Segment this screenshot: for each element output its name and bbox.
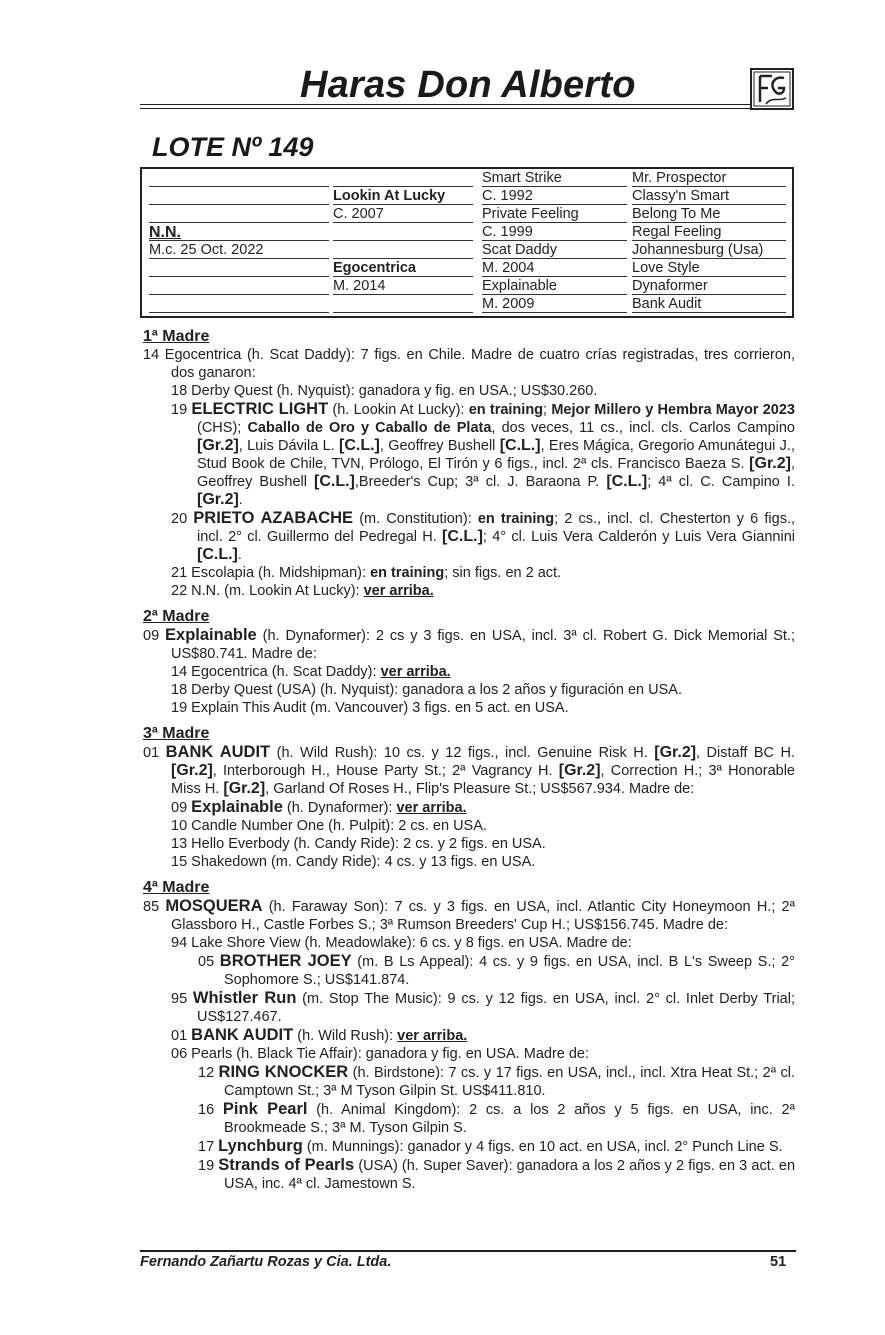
entry-text: (m. B Ls Appeal): 4 cs. y 9 figs. en USA, incl. B L's Sweep S.; 2° Sophomore S.; US$141.874. xyxy=(224,954,795,988)
grade-badge: [C.L.] xyxy=(314,473,355,490)
entry-text: 19 xyxy=(198,1158,219,1174)
horse-name: MOSQUERA xyxy=(165,897,263,915)
page-number: 51 xyxy=(770,1254,787,1270)
haras-logo-icon xyxy=(750,68,794,110)
pedigree-table xyxy=(140,167,794,318)
entry-text: (h. Animal Kingdom): 2 cs. a los 2 años y 5 figs. en USA, inc. 2ª Brookmeade S.; 3ª M. Tyson Gilpin S. xyxy=(224,1102,795,1136)
entry-text: (h. Dynaformer): xyxy=(282,800,397,816)
ped-line xyxy=(333,294,473,295)
entry-bold: en training xyxy=(370,565,445,581)
grand-offspring-entry xyxy=(143,1100,795,1137)
lot-title: LOTE Nº 149 xyxy=(152,132,314,162)
offspring-entry xyxy=(143,663,795,681)
entry-text: , Geoffrey Bushell xyxy=(197,456,795,490)
entry-text: 19 xyxy=(171,402,192,418)
section-heading: 1ª Madre xyxy=(143,328,210,345)
entry-text: ; 2 cs., incl. cl. Chesterton y 6 figs., incl. 2° cl. Guillermo del Pedregal H. xyxy=(197,511,795,545)
grade-badge: [Gr.2] xyxy=(171,762,213,779)
entry-text: 95 xyxy=(171,991,193,1007)
ped-line xyxy=(482,240,627,241)
family-content xyxy=(143,328,795,1193)
offspring-entry xyxy=(143,400,795,509)
great-grandparent: Johannesburg (Usa) xyxy=(632,242,764,258)
entry-text: 10 Candle Number One (h. Pulpit): 2 cs. en USA. xyxy=(171,818,487,834)
offspring-entry xyxy=(143,798,795,817)
section-heading: 3ª Madre xyxy=(143,725,210,742)
see-above-link[interactable]: ver arriba. xyxy=(363,583,434,599)
entry-text: (CHS); xyxy=(197,420,248,436)
header-rule-top xyxy=(140,104,750,105)
ped-line xyxy=(333,258,473,259)
offspring-entry xyxy=(143,1026,795,1045)
entry-text: (h. Birdstone): 7 cs. y 17 figs. en USA, incl., incl. Xtra Heat St.; 2ª cl. Camptown St.; 3ª M Tyson Gilpin St. US$411.810. xyxy=(224,1065,795,1099)
grade-badge: [C.L.] xyxy=(442,528,483,545)
footer-rule xyxy=(140,1250,796,1252)
ped-line xyxy=(632,186,786,187)
entry-text: (m. Munnings): ganador y 4 figs. en 10 act. en USA, incl. 2° Punch Line S. xyxy=(302,1139,783,1155)
offspring-entry xyxy=(143,582,795,600)
footer-company: Fernando Zañartu Rozas y Cia. Ltda. xyxy=(140,1254,392,1270)
entry-text: 20 xyxy=(171,511,194,527)
grandparent-info: M. 2009 xyxy=(482,296,535,312)
entry-text: 18 Derby Quest (USA) (h. Nyquist): ganadora a los 2 años y figuración en USA. xyxy=(171,682,682,698)
great-grandparent: Mr. Prospector xyxy=(632,170,727,186)
horse-name: Explainable xyxy=(165,626,257,644)
great-grandparent: Classy'n Smart xyxy=(632,188,730,204)
ped-line xyxy=(149,222,329,223)
grandparent-info: C. 1999 xyxy=(482,224,533,240)
horse-name: RING KNOCKER xyxy=(218,1063,349,1081)
entry-text: 05 xyxy=(198,954,220,970)
entry-text: , dos veces, 11 cs., incl. cls. Carlos Campino xyxy=(491,420,795,436)
grand-offspring-entry xyxy=(143,952,795,989)
entry-text: 14 Egocentrica (h. Scat Daddy): xyxy=(171,664,381,680)
entry-bold: en training xyxy=(468,402,544,418)
great-grandparent: Belong To Me xyxy=(632,206,721,222)
dam-entry xyxy=(143,346,795,382)
entry-text: ; sin figs. en 2 act. xyxy=(444,565,562,581)
ped-line xyxy=(333,222,473,223)
see-above-link[interactable]: ver arriba. xyxy=(380,664,451,680)
ped-line xyxy=(333,204,473,205)
great-grandparent: Bank Audit xyxy=(632,296,702,312)
grade-badge: [Gr.2] xyxy=(197,437,239,454)
entry-text: , Garland Of Roses H., Flip's Pleasure St.; US$567.934. Madre de: xyxy=(265,781,695,797)
offspring-entry xyxy=(143,699,795,717)
entry-text: 06 Pearls (h. Black Tie Affair): ganadora y fig. en USA. Madre de: xyxy=(171,1046,590,1062)
ped-line xyxy=(482,222,627,223)
entry-text: 16 xyxy=(198,1102,223,1118)
grade-badge: [Gr.2] xyxy=(558,762,601,779)
offspring-entry xyxy=(143,382,795,400)
ped-line xyxy=(632,258,786,259)
ped-line xyxy=(632,204,786,205)
horse-name: Strands of Pearls xyxy=(218,1156,355,1174)
entry-text: 94 Lake Shore View (h. Meadowlake): 6 cs. y 8 figs. en USA. Madre de: xyxy=(171,935,632,951)
offspring-entry xyxy=(143,989,795,1026)
great-grandparent: Regal Feeling xyxy=(632,224,722,240)
see-above-link[interactable]: ver arriba. xyxy=(396,800,467,816)
horse-name: PRIETO AZABACHE xyxy=(193,509,354,527)
entry-text: (h. Faraway Son): 7 cs. y 3 figs. en USA, incl. Atlantic City Honeymoon H.; 2ª Glassboro H., Castle Forbes S.; 3ª Rumson Breeders' Cup H.; US$156.745. Madre de: xyxy=(171,899,795,933)
horse-name: Explainable xyxy=(191,798,283,816)
grade-badge: [C.L.] xyxy=(606,473,648,490)
offspring-entry xyxy=(143,509,795,564)
entry-text: (h. Dynaformer): 2 cs y 3 figs. en USA, incl. 3ª cl. Robert G. Dick Memorial St.; US$80.741. Madre de: xyxy=(171,628,795,662)
entry-text: 12 xyxy=(198,1065,219,1081)
entry-text: 13 Hello Everbody (h. Candy Ride): 2 cs. y 2 figs. en USA. xyxy=(171,836,546,852)
entry-text: ; xyxy=(543,402,552,418)
ped-line xyxy=(482,294,627,295)
horse-name: Whistler Run xyxy=(192,989,297,1007)
grade-badge: [C.L.] xyxy=(197,546,238,563)
grandparent-info: C. 1992 xyxy=(482,188,533,204)
entry-text: ; 4° cl. Luis Vera Calderón y Luis Vera Giannini xyxy=(482,529,795,545)
sire-name: Lookin At Lucky xyxy=(333,188,446,204)
ped-line xyxy=(149,294,329,295)
see-above-link[interactable]: ver arriba. xyxy=(397,1028,468,1044)
ped-line xyxy=(149,258,329,259)
entry-text: 15 Shakedown (m. Candy Ride): 4 cs. y 13 figs. en USA. xyxy=(171,854,536,870)
offspring-entry xyxy=(143,1045,795,1063)
horse-name: Pink Pearl xyxy=(222,1100,308,1118)
entry-text: ; 4ª cl. C. Campino I. xyxy=(647,474,795,490)
entry-text: (m. Constitution): xyxy=(353,511,478,527)
entry-text: , Luis Dávila L. xyxy=(238,438,339,454)
entry-text: . xyxy=(238,492,243,508)
ped-line xyxy=(632,222,786,223)
dam-info: M. 2014 xyxy=(333,278,386,294)
entry-text: 21 Escolapia (h. Midshipman): xyxy=(171,565,371,581)
grade-badge: [C.L.] xyxy=(339,437,380,454)
offspring-entry xyxy=(143,817,795,835)
grandparent-info: M. 2004 xyxy=(482,260,535,276)
great-grandparent: Dynaformer xyxy=(632,278,708,294)
entry-text: 01 xyxy=(143,745,166,761)
offspring-entry xyxy=(143,835,795,853)
header-rule-bottom xyxy=(140,108,750,109)
grade-badge: [Gr.2] xyxy=(654,744,697,761)
dam-name: Egocentrica xyxy=(333,260,416,276)
dam-entry xyxy=(143,897,795,934)
grandparent-name: Explainable xyxy=(482,278,557,294)
grade-badge: [Gr.2] xyxy=(223,780,266,797)
page-title: Haras Don Alberto xyxy=(300,64,636,106)
entry-text: , Eres Mágica, Gregorio Amunátegui J., Stud Book de Chile, TVN, Prólogo, El Tirón y 6 figs., incl. 2ª cls. Francisco Baeza S. xyxy=(197,438,795,472)
entry-text: 09 xyxy=(171,800,192,816)
foal-info: M.c. 25 Oct. 2022 xyxy=(149,242,264,258)
entry-bold: en training xyxy=(477,511,555,527)
grand-offspring-entry xyxy=(143,1137,795,1156)
offspring-entry xyxy=(143,681,795,699)
ped-line xyxy=(482,186,627,187)
ped-line xyxy=(333,186,473,187)
grandparent-name: Scat Daddy xyxy=(482,242,557,258)
entry-text: 14 Egocentrica (h. Scat Daddy): 7 figs. en Chile. Madre de cuatro crías registradas, tres corrieron, dos ganaron: xyxy=(143,347,795,381)
ped-line xyxy=(333,276,473,277)
entry-text: . xyxy=(237,547,242,563)
offspring-entry xyxy=(143,853,795,871)
entry-text: (h. Wild Rush): xyxy=(293,1028,398,1044)
entry-text: (h. Wild Rush): 10 cs. y 12 figs., incl. Genuine Risk H. xyxy=(270,745,655,761)
dam-entry xyxy=(143,626,795,663)
ped-line xyxy=(482,258,627,259)
horse-name: BANK AUDIT xyxy=(191,1026,294,1044)
grandparent-name: Smart Strike xyxy=(482,170,562,186)
entry-text: 85 xyxy=(143,899,166,915)
ped-line xyxy=(333,312,473,313)
entry-text: 22 N.N. (m. Lookin At Lucky): xyxy=(171,583,364,599)
ped-line xyxy=(632,240,786,241)
section-heading: 2ª Madre xyxy=(143,608,210,625)
offspring-entry xyxy=(143,564,795,582)
entry-text: , Distaff BC H. xyxy=(696,745,796,761)
ped-line xyxy=(149,186,329,187)
entry-text: ,Breeder's Cup; 3ª cl. J. Baraona P. xyxy=(354,474,607,490)
offspring-entry xyxy=(143,934,795,952)
entry-bold: Caballo de Oro y Caballo de Plata xyxy=(247,420,492,436)
section-heading: 4ª Madre xyxy=(143,879,210,896)
grade-badge: [C.L.] xyxy=(499,437,541,454)
ped-line xyxy=(333,240,473,241)
entry-text: 17 xyxy=(198,1139,219,1155)
ped-line xyxy=(149,312,329,313)
ped-line xyxy=(632,276,786,277)
ped-line xyxy=(482,312,627,313)
ped-line xyxy=(632,312,786,313)
horse-name: BROTHER JOEY xyxy=(219,952,352,970)
entry-text: (h. Lookin At Lucky): xyxy=(328,402,469,418)
entry-text: , Geoffrey Bushell xyxy=(379,438,500,454)
great-grandparent: Love Style xyxy=(632,260,700,276)
entry-text: (m. Stop The Music): 9 cs. y 12 figs. en USA, incl. 2° cl. Inlet Derby Trial; US$127.467. xyxy=(197,991,795,1025)
grade-badge: [Gr.2] xyxy=(197,491,239,508)
grandparent-name: Private Feeling xyxy=(482,206,579,222)
ped-line xyxy=(482,204,627,205)
horse-name: ELECTRIC LIGHT xyxy=(191,400,329,418)
dam-entry xyxy=(143,743,795,798)
entry-text: 01 xyxy=(171,1028,192,1044)
horse-name: BANK AUDIT xyxy=(165,743,271,761)
ped-line xyxy=(149,204,329,205)
sire-info: C. 2007 xyxy=(333,206,384,222)
entry-text: , Interborough H., House Party St.; 2ª Vagrancy H. xyxy=(212,763,559,779)
ped-line xyxy=(482,276,627,277)
grand-offspring-entry xyxy=(143,1063,795,1100)
entry-text: 09 xyxy=(143,628,166,644)
entry-bold: Mejor Millero y Hembra Mayor 2023 xyxy=(551,402,795,418)
grand-offspring-entry xyxy=(143,1156,795,1193)
entry-text: 19 Explain This Audit (m. Vancouver) 3 figs. en 5 act. en USA. xyxy=(171,700,569,716)
foal-name: N.N. xyxy=(149,224,181,241)
entry-text: 18 Derby Quest (h. Nyquist): ganadora y fig. en USA.; US$30.260. xyxy=(171,383,598,399)
ped-line xyxy=(632,294,786,295)
ped-line xyxy=(149,276,329,277)
entry-text: (USA) (h. Super Saver): ganadora a los 2 años y 2 figs. en 3 act. en USA, inc. 4ª cl. Jamestown S. xyxy=(224,1158,796,1192)
horse-name: Lynchburg xyxy=(218,1137,303,1155)
grade-badge: [Gr.2] xyxy=(749,455,791,472)
entry-text: , Correction H.; 3ª Honorable Miss H. xyxy=(171,763,795,797)
